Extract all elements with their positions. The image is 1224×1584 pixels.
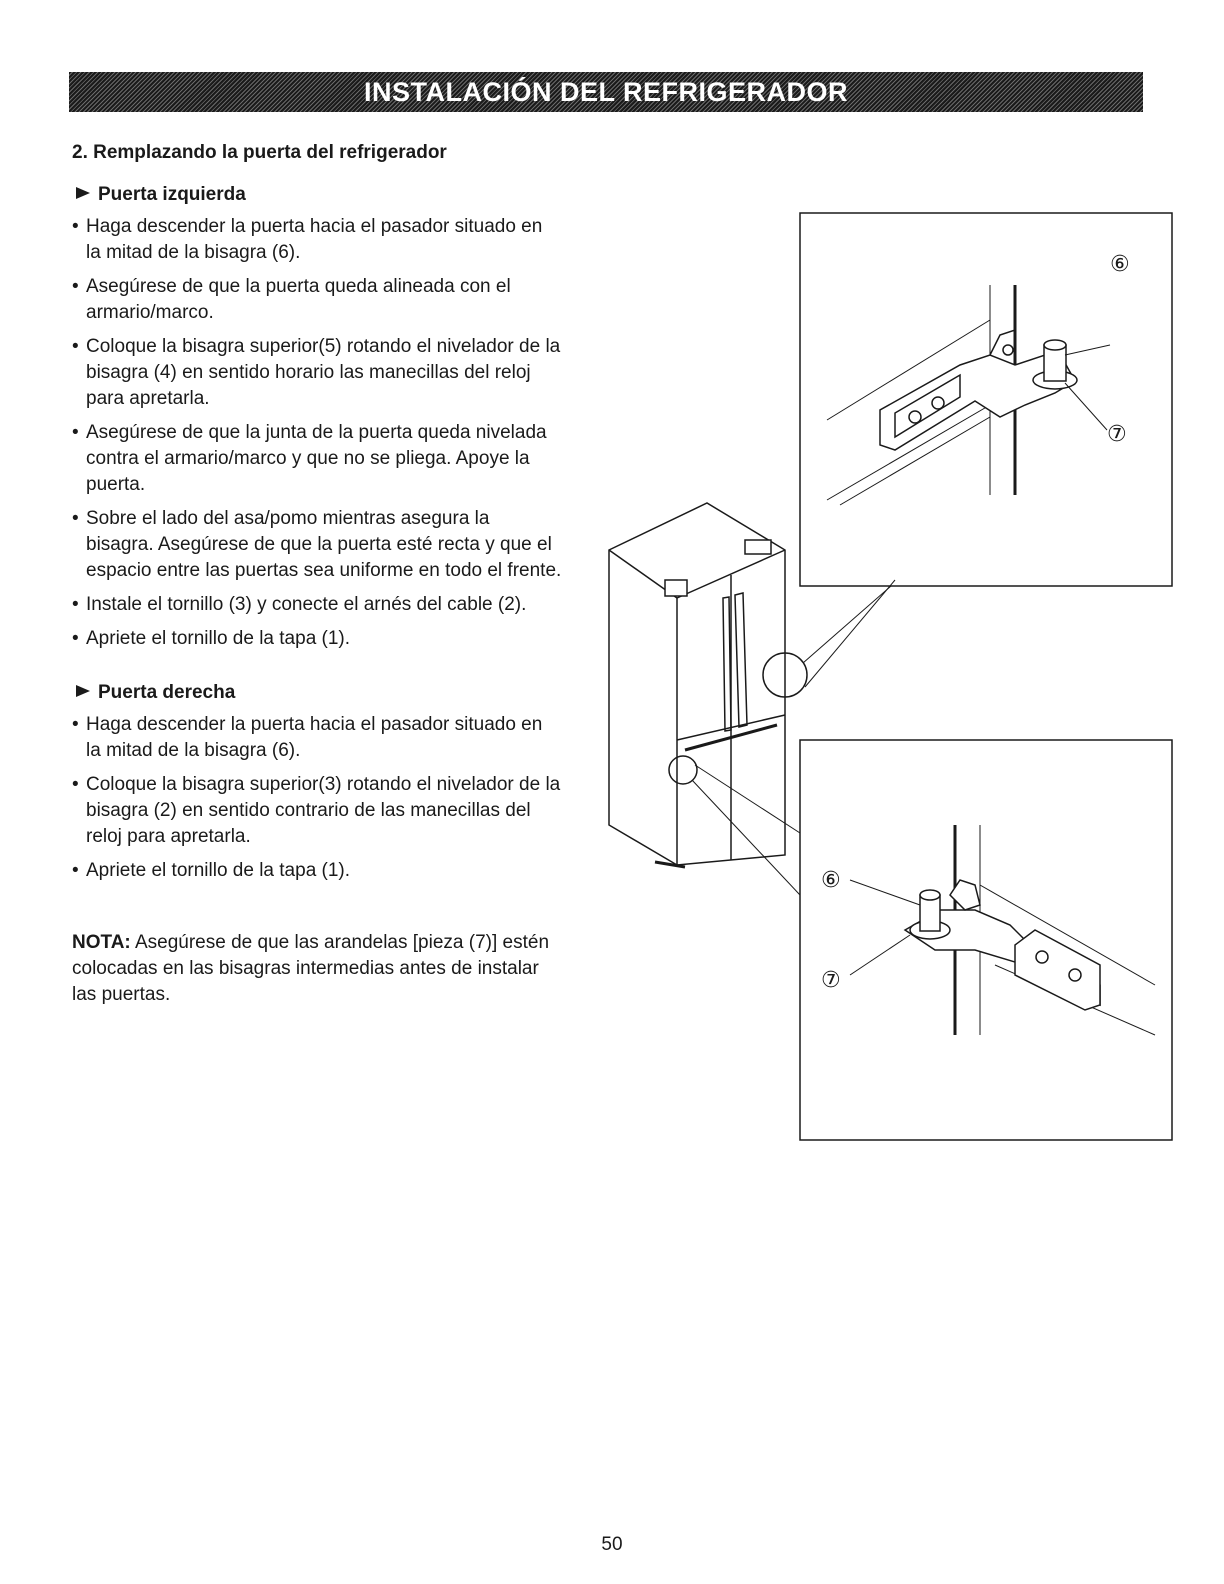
note-text: Asegúrese de que las arandelas [pieza (7)] estén colocadas en las bisagras intermedias antes de instalar las puertas.	[72, 932, 550, 1005]
section-title: 2. Remplazando la puerta del refrigerador	[72, 142, 447, 163]
list-item: • Coloque la bisagra superior(5) rotando el nivelador de la bisagra (4) en sentido horario las manecillas del reloj para apretarla.	[72, 334, 562, 412]
list-item: • Asegúrese de que la junta de la puerta queda nivelada contra el armario/marco y que no se pliega. Apoye la puerta.	[72, 420, 562, 498]
list-item: • Apriete el tornillo de la tapa (1).	[72, 626, 562, 652]
callout-6-upper: ⑥	[1110, 252, 1130, 277]
callout-7-lower: ⑦	[821, 968, 841, 993]
list-item: • Sobre el lado del asa/pomo mientras asegura la bisagra. Asegúrese de que la puerta esté recta y que el espacio entre las puertas sea uniforme en todo el frente.	[72, 506, 562, 584]
lower-hinge-detail	[850, 825, 1155, 1035]
triangle-arrow-icon	[76, 685, 90, 697]
note-label: NOTA:	[72, 932, 131, 953]
list-item: • Instale el tornillo (3) y conecte el arnés del cable (2).	[72, 592, 562, 618]
callout-7-upper: ⑦	[1107, 422, 1127, 447]
right-door-heading: Puerta derecha	[72, 682, 562, 704]
instructions-column	[72, 142, 562, 1008]
triangle-arrow-icon	[76, 187, 90, 199]
note-paragraph	[72, 930, 562, 1008]
list-item: • Apriete el tornillo de la tapa (1).	[72, 858, 562, 884]
left-door-steps	[72, 214, 562, 652]
list-item: • Haga descender la puerta hacia el pasador situado en la mitad de la bisagra (6).	[72, 214, 562, 266]
list-item: • Asegúrese de que la puerta queda alineada con el armario/marco.	[72, 274, 562, 326]
banner-title: INSTALACIÓN DEL REFRIGERADOR	[363, 76, 848, 107]
list-item: • Coloque la bisagra superior(3) rotando el nivelador de la bisagra (2) en sentido contrario de las manecillas del reloj para apretarla.	[72, 772, 562, 850]
refrigerator-overview	[609, 503, 895, 895]
callout-6-lower: ⑥	[821, 868, 841, 893]
left-door-heading: Puerta izquierda	[72, 184, 562, 206]
list-item: • Haga descender la puerta hacia el pasador situado en la mitad de la bisagra (6).	[72, 712, 562, 764]
upper-hinge-detail	[827, 285, 1110, 505]
section-banner	[69, 72, 1143, 112]
hinge-illustration	[595, 205, 1185, 1150]
right-door-steps	[72, 712, 562, 884]
page-number: 50	[601, 1534, 623, 1555]
